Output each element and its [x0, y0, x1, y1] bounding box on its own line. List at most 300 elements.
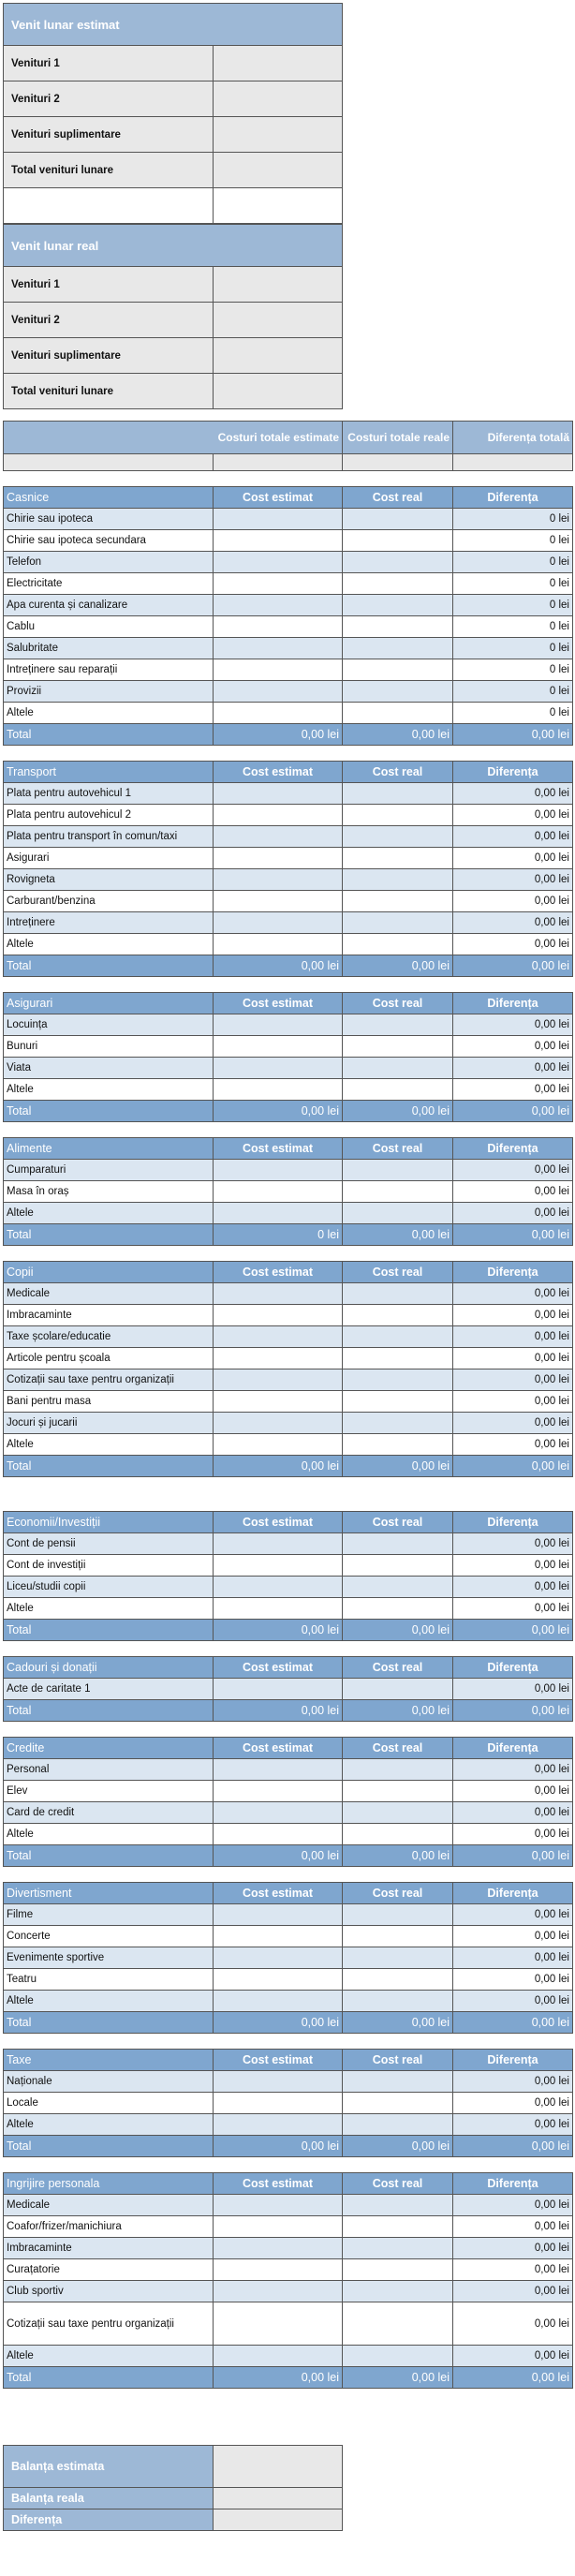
estimated-cost-cell[interactable]: [214, 1904, 343, 1926]
estimated-cost-cell[interactable]: [214, 1802, 343, 1824]
row-label: Cotizații sau taxe pentru organizații: [4, 2302, 214, 2346]
real-cost-cell[interactable]: [343, 1577, 453, 1598]
real-cost-cell[interactable]: [343, 1781, 453, 1802]
total-estimated: 0,00 lei: [214, 1456, 343, 1477]
difference-cell: 0 lei: [453, 552, 573, 573]
difference-cell: 0,00 lei: [453, 1991, 573, 2012]
difference-cell: 0,00 lei: [453, 1802, 573, 1824]
estimated-cost-cell[interactable]: [214, 638, 343, 659]
total-label: Total: [4, 2367, 214, 2389]
total-real: 0,00 lei: [343, 1845, 453, 1867]
difference-cell: 0,00 lei: [453, 1369, 573, 1391]
row-label: Telefon: [4, 552, 214, 573]
real-cost-cell[interactable]: [343, 703, 453, 724]
estimated-cost-cell[interactable]: [214, 703, 343, 724]
difference-cell: 0,00 lei: [453, 2093, 573, 2114]
total-row: [4, 1456, 573, 1477]
estimated-cost-cell[interactable]: [214, 1413, 343, 1434]
total-real: 0,00 lei: [343, 1456, 453, 1477]
estimated-cost-cell[interactable]: [214, 2216, 343, 2238]
estimated-cost-cell[interactable]: [214, 2346, 343, 2367]
difference-cell: 0 lei: [453, 703, 573, 724]
table-row: [4, 1036, 573, 1058]
empty-cell[interactable]: [4, 188, 214, 224]
section-spacer: [3, 1641, 572, 1656]
real-cost-cell[interactable]: [343, 1326, 453, 1348]
estimated-cost-cell[interactable]: [214, 1014, 343, 1036]
section-spacer: [3, 746, 572, 761]
real-cost-cell[interactable]: [343, 1679, 453, 1700]
difference-cell: 0,00 lei: [453, 1781, 573, 1802]
row-label: Evenimente sportive: [4, 1947, 214, 1969]
table-row: [4, 826, 573, 848]
real-cost-cell[interactable]: [343, 1904, 453, 1926]
estimated-cost-cell[interactable]: [214, 1679, 343, 1700]
real-cost-cell[interactable]: [343, 1413, 453, 1434]
real-cost-cell[interactable]: [343, 2302, 453, 2346]
real-cost-cell[interactable]: [343, 1079, 453, 1101]
real-income-cell[interactable]: [214, 267, 343, 303]
difference-cell: 0,00 lei: [453, 1203, 573, 1224]
difference-cell: 0,00 lei: [453, 1014, 573, 1036]
difference-cell: 0,00 lei: [453, 2259, 573, 2281]
total-diff: 0,00 lei: [453, 1620, 573, 1641]
total-label: Total: [4, 1224, 214, 1246]
real-cost-cell[interactable]: [343, 1283, 453, 1305]
estimated-cost-cell[interactable]: [214, 2071, 343, 2093]
table-row: [4, 573, 573, 595]
total-estimated: 0,00 lei: [214, 1620, 343, 1641]
total-real: 0,00 lei: [343, 1620, 453, 1641]
table-row: [4, 1434, 573, 1456]
real-cost-cell[interactable]: [343, 912, 453, 934]
col-header-diff: Diferența: [453, 993, 573, 1014]
table-row: [4, 912, 573, 934]
estimated-cost-cell[interactable]: [214, 2259, 343, 2281]
row-label: Jocuri și jucarii: [4, 1413, 214, 1434]
real-cost-cell[interactable]: [343, 805, 453, 826]
difference-cell: 0,00 lei: [453, 848, 573, 869]
estimated-cost-cell[interactable]: [214, 2302, 343, 2346]
real-cost-cell[interactable]: [343, 1947, 453, 1969]
estimated-cost-cell[interactable]: [214, 1348, 343, 1369]
real-cost-cell[interactable]: [343, 530, 453, 552]
real-cost-cell[interactable]: [343, 848, 453, 869]
table-row: [4, 869, 573, 891]
total-estimated: 0,00 lei: [214, 1700, 343, 1722]
real-cost-cell[interactable]: [343, 2281, 453, 2302]
table-row: [4, 2346, 573, 2367]
row-label: Imbracaminte: [4, 1305, 214, 1326]
category-table: [3, 992, 573, 1122]
difference-cell: 0 lei: [453, 573, 573, 595]
difference-cell: 0,00 lei: [453, 1555, 573, 1577]
estimated-cost-cell[interactable]: [214, 1947, 343, 1969]
col-header-real: Cost real: [343, 1738, 453, 1759]
summary-cell[interactable]: [4, 454, 214, 471]
total-row: [4, 1101, 573, 1122]
real-cost-cell[interactable]: [343, 869, 453, 891]
estimated-cost-cell[interactable]: [214, 2238, 343, 2259]
estimated-cost-cell[interactable]: [214, 2114, 343, 2136]
category-table: [3, 1137, 573, 1246]
real-cost-cell[interactable]: [343, 2195, 453, 2216]
estimated-cost-cell[interactable]: [214, 848, 343, 869]
real-cost-cell[interactable]: [343, 1555, 453, 1577]
total-label: Total: [4, 1101, 214, 1122]
row-label: Electricitate: [4, 573, 214, 595]
estimated-cost-cell[interactable]: [214, 1160, 343, 1181]
row-label: Altele: [4, 934, 214, 955]
table-row: [4, 1555, 573, 1577]
balance-estimated-cell[interactable]: [214, 2446, 343, 2488]
estimated-cost-cell[interactable]: [214, 1759, 343, 1781]
total-label: Total: [4, 2012, 214, 2034]
total-row: [4, 2367, 573, 2389]
difference-cell: 0,00 lei: [453, 1533, 573, 1555]
total-real: 0,00 lei: [343, 1700, 453, 1722]
real-income-cell[interactable]: [214, 338, 343, 374]
real-cost-cell[interactable]: [343, 1969, 453, 1991]
difference-cell: 0,00 lei: [453, 1326, 573, 1348]
row-label: Provizii: [4, 681, 214, 703]
summary-cell[interactable]: [214, 454, 343, 471]
table-row: [4, 1348, 573, 1369]
table-row: [4, 638, 573, 659]
balance-table: [3, 2445, 343, 2531]
total-label: Total: [4, 724, 214, 746]
section-spacer: [3, 1246, 572, 1261]
real-cost-cell[interactable]: [343, 1391, 453, 1413]
estimated-cost-cell[interactable]: [214, 530, 343, 552]
estimated-cost-cell[interactable]: [214, 891, 343, 912]
real-cost-cell[interactable]: [343, 1926, 453, 1947]
expense-categories: [3, 471, 572, 2389]
estimated-cost-cell[interactable]: [214, 1283, 343, 1305]
real-cost-cell[interactable]: [343, 1991, 453, 2012]
estimated-cost-cell[interactable]: [214, 1305, 343, 1326]
real-cost-cell[interactable]: [343, 1203, 453, 1224]
estimated-cost-cell[interactable]: [214, 1824, 343, 1845]
table-row: [4, 530, 573, 552]
total-real: 0,00 lei: [343, 1101, 453, 1122]
row-label: Bani pentru masa: [4, 1391, 214, 1413]
total-diff: 0,00 lei: [453, 1456, 573, 1477]
row-label: Club sportiv: [4, 2281, 214, 2302]
table-row: [4, 1058, 573, 1079]
row-label: Naționale: [4, 2071, 214, 2093]
row-label: Liceu/studii copii: [4, 1577, 214, 1598]
real-cost-cell[interactable]: [343, 783, 453, 805]
estimated-cost-cell[interactable]: [214, 1391, 343, 1413]
difference-cell: 0,00 lei: [453, 869, 573, 891]
category-title: Asigurari: [4, 993, 214, 1014]
real-cost-cell[interactable]: [343, 934, 453, 955]
table-row: [4, 595, 573, 616]
table-row: [4, 1679, 573, 1700]
estimated-cost-cell[interactable]: [214, 1926, 343, 1947]
row-label: Card de credit: [4, 1802, 214, 1824]
estimated-cost-cell[interactable]: [214, 1991, 343, 2012]
estimated-cost-cell[interactable]: [214, 869, 343, 891]
category-table: [3, 1656, 573, 1722]
real-income-cell[interactable]: [214, 374, 343, 409]
estimated-cost-cell[interactable]: [214, 1577, 343, 1598]
balance-difference-cell[interactable]: [214, 2509, 343, 2531]
total-diff: 0,00 lei: [453, 955, 573, 977]
table-row: [4, 934, 573, 955]
row-label: Plata pentru autovehicul 1: [4, 783, 214, 805]
summary-cell[interactable]: [343, 454, 453, 471]
real-cost-cell[interactable]: [343, 1824, 453, 1845]
table-row: [4, 1926, 573, 1947]
difference-cell: 0,00 lei: [453, 1679, 573, 1700]
total-row: [4, 1224, 573, 1246]
category-table: [3, 761, 573, 977]
col-header-real: Cost real: [343, 2050, 453, 2071]
col-header-estimated: Cost estimat: [214, 762, 343, 783]
row-label: Altele: [4, 2346, 214, 2367]
real-cost-cell[interactable]: [343, 638, 453, 659]
summary-cell[interactable]: [453, 454, 573, 471]
row-label: Altele: [4, 1434, 214, 1456]
col-header-real: Cost real: [343, 993, 453, 1014]
col-header-estimated: Cost estimat: [214, 1512, 343, 1533]
estimated-income-table: [3, 3, 343, 224]
balance-real-cell[interactable]: [214, 2488, 343, 2509]
estimated-cost-cell[interactable]: [214, 1555, 343, 1577]
table-row: [4, 1391, 573, 1413]
real-income-cell[interactable]: [214, 303, 343, 338]
col-header-estimated: Cost estimat: [214, 993, 343, 1014]
total-real: 0,00 lei: [343, 2012, 453, 2034]
empty-cell[interactable]: [214, 188, 343, 224]
real-cost-cell[interactable]: [343, 1598, 453, 1620]
difference-cell: 0,00 lei: [453, 2071, 573, 2093]
difference-cell: 0,00 lei: [453, 2216, 573, 2238]
difference-cell: 0,00 lei: [453, 1181, 573, 1203]
real-cost-cell[interactable]: [343, 2114, 453, 2136]
row-label: Bunuri: [4, 1036, 214, 1058]
real-cost-cell[interactable]: [343, 573, 453, 595]
real-cost-cell[interactable]: [343, 2259, 453, 2281]
col-header-diff: Diferența: [453, 1657, 573, 1679]
difference-cell: 0,00 lei: [453, 1969, 573, 1991]
section-spacer: [3, 1122, 572, 1137]
table-row: [4, 552, 573, 573]
table-row: [4, 2071, 573, 2093]
row-label: Imbracaminte: [4, 2238, 214, 2259]
col-header-real: Cost real: [343, 487, 453, 509]
difference-cell: 0,00 lei: [453, 1577, 573, 1598]
real-cost-cell[interactable]: [343, 659, 453, 681]
summary-diff-header: Diferența totală: [453, 422, 573, 454]
table-row: [4, 783, 573, 805]
table-row: [4, 1305, 573, 1326]
col-header-estimated: Cost estimat: [214, 2173, 343, 2195]
table-row: [4, 509, 573, 530]
col-header-estimated: Cost estimat: [214, 487, 343, 509]
estimated-cost-cell[interactable]: [214, 681, 343, 703]
table-row: [4, 848, 573, 869]
col-header-real: Cost real: [343, 2173, 453, 2195]
real-income-label: Venituri 2: [4, 303, 214, 338]
category-title: Cadouri și donații: [4, 1657, 214, 1679]
difference-cell: 0,00 lei: [453, 2238, 573, 2259]
difference-cell: 0,00 lei: [453, 783, 573, 805]
col-header-real: Cost real: [343, 1883, 453, 1904]
estimated-cost-cell[interactable]: [214, 805, 343, 826]
real-cost-cell[interactable]: [343, 1434, 453, 1456]
row-label: Acte de caritate 1: [4, 1679, 214, 1700]
estimated-cost-cell[interactable]: [214, 1598, 343, 1620]
total-label: Total: [4, 1456, 214, 1477]
real-cost-cell[interactable]: [343, 1160, 453, 1181]
table-row: [4, 2302, 573, 2346]
estimated-cost-cell[interactable]: [214, 1181, 343, 1203]
estimated-cost-cell[interactable]: [214, 1533, 343, 1555]
total-label: Total: [4, 1845, 214, 1867]
estimated-income-cell[interactable]: [214, 46, 343, 81]
estimated-cost-cell[interactable]: [214, 2195, 343, 2216]
estimated-cost-cell[interactable]: [214, 2093, 343, 2114]
real-cost-cell[interactable]: [343, 1802, 453, 1824]
estimated-cost-cell[interactable]: [214, 1369, 343, 1391]
budget-sheet: [3, 3, 572, 2531]
real-cost-cell[interactable]: [343, 1369, 453, 1391]
col-header-estimated: Cost estimat: [214, 1738, 343, 1759]
total-row: [4, 2012, 573, 2034]
real-cost-cell[interactable]: [343, 616, 453, 638]
row-label: Cumparaturi: [4, 1160, 214, 1181]
summary-table: [3, 421, 573, 471]
col-header-diff: Diferența: [453, 1883, 573, 1904]
total-diff: 0,00 lei: [453, 2136, 573, 2157]
estimated-cost-cell[interactable]: [214, 509, 343, 530]
real-cost-cell[interactable]: [343, 509, 453, 530]
real-cost-cell[interactable]: [343, 891, 453, 912]
total-estimated: 0,00 lei: [214, 2012, 343, 2034]
section-spacer: [3, 2157, 572, 2172]
estimated-cost-cell[interactable]: [214, 783, 343, 805]
estimated-cost-cell[interactable]: [214, 2281, 343, 2302]
real-cost-cell[interactable]: [343, 1759, 453, 1781]
estimated-cost-cell[interactable]: [214, 595, 343, 616]
estimated-cost-cell[interactable]: [214, 1058, 343, 1079]
difference-cell: 0,00 lei: [453, 1904, 573, 1926]
estimated-cost-cell[interactable]: [214, 1781, 343, 1802]
estimated-cost-cell[interactable]: [214, 1434, 343, 1456]
row-label: Teatru: [4, 1969, 214, 1991]
total-label: Total: [4, 1700, 214, 1722]
real-cost-cell[interactable]: [343, 681, 453, 703]
table-row: [4, 1759, 573, 1781]
real-income-table: [3, 224, 343, 409]
row-label: Concerte: [4, 1926, 214, 1947]
table-row: [4, 703, 573, 724]
real-cost-cell[interactable]: [343, 1348, 453, 1369]
difference-cell: 0,00 lei: [453, 1391, 573, 1413]
table-row: [4, 2259, 573, 2281]
real-cost-cell[interactable]: [343, 1305, 453, 1326]
total-real: 0,00 lei: [343, 1224, 453, 1246]
difference-cell: 0 lei: [453, 638, 573, 659]
table-row: [4, 1904, 573, 1926]
col-header-diff: Diferența: [453, 487, 573, 509]
real-income-label: Venituri 1: [4, 267, 214, 303]
difference-cell: 0,00 lei: [453, 1079, 573, 1101]
row-label: Viata: [4, 1058, 214, 1079]
table-row: [4, 891, 573, 912]
real-cost-cell[interactable]: [343, 1181, 453, 1203]
total-row: [4, 955, 573, 977]
difference-cell: 0,00 lei: [453, 1058, 573, 1079]
real-cost-cell[interactable]: [343, 2093, 453, 2114]
difference-cell: 0,00 lei: [453, 2281, 573, 2302]
total-diff: 0,00 lei: [453, 724, 573, 746]
difference-cell: 0,00 lei: [453, 1160, 573, 1181]
real-cost-cell[interactable]: [343, 2216, 453, 2238]
total-row: [4, 2136, 573, 2157]
estimated-cost-cell[interactable]: [214, 1036, 343, 1058]
estimated-cost-cell[interactable]: [214, 1203, 343, 1224]
table-row: [4, 1014, 573, 1036]
real-cost-cell[interactable]: [343, 552, 453, 573]
table-row: [4, 2114, 573, 2136]
balance-difference-label: Diferența: [4, 2509, 214, 2531]
row-label: Plata pentru transport în comun/taxi: [4, 826, 214, 848]
estimated-cost-cell[interactable]: [214, 826, 343, 848]
real-cost-cell[interactable]: [343, 2238, 453, 2259]
real-cost-cell[interactable]: [343, 1533, 453, 1555]
estimated-cost-cell[interactable]: [214, 616, 343, 638]
real-cost-cell[interactable]: [343, 2346, 453, 2367]
difference-cell: 0,00 lei: [453, 805, 573, 826]
estimated-cost-cell[interactable]: [214, 1969, 343, 1991]
estimated-income-cell[interactable]: [214, 117, 343, 153]
estimated-cost-cell[interactable]: [214, 552, 343, 573]
real-income-title: Venit lunar real: [4, 225, 343, 267]
difference-cell: 0 lei: [453, 616, 573, 638]
real-income-label: Venituri suplimentare: [4, 338, 214, 374]
estimated-cost-cell[interactable]: [214, 912, 343, 934]
table-row: [4, 2216, 573, 2238]
difference-cell: 0,00 lei: [453, 2346, 573, 2367]
estimated-income-cell[interactable]: [214, 153, 343, 188]
table-row: [4, 659, 573, 681]
difference-cell: 0,00 lei: [453, 1824, 573, 1845]
total-estimated: 0,00 lei: [214, 724, 343, 746]
row-label: Chirie sau ipoteca: [4, 509, 214, 530]
col-header-diff: Diferența: [453, 1138, 573, 1160]
estimated-cost-cell[interactable]: [214, 659, 343, 681]
real-cost-cell[interactable]: [343, 1014, 453, 1036]
real-cost-cell[interactable]: [343, 1036, 453, 1058]
real-cost-cell[interactable]: [343, 595, 453, 616]
estimated-cost-cell[interactable]: [214, 1326, 343, 1348]
estimated-cost-cell[interactable]: [214, 1079, 343, 1101]
estimated-income-cell[interactable]: [214, 81, 343, 117]
real-cost-cell[interactable]: [343, 1058, 453, 1079]
estimated-cost-cell[interactable]: [214, 573, 343, 595]
balance-real-label: Balanța reala: [4, 2488, 214, 2509]
table-row: [4, 1079, 573, 1101]
estimated-cost-cell[interactable]: [214, 934, 343, 955]
table-row: [4, 805, 573, 826]
real-cost-cell[interactable]: [343, 2071, 453, 2093]
row-label: Plata pentru autovehicul 2: [4, 805, 214, 826]
real-cost-cell[interactable]: [343, 826, 453, 848]
